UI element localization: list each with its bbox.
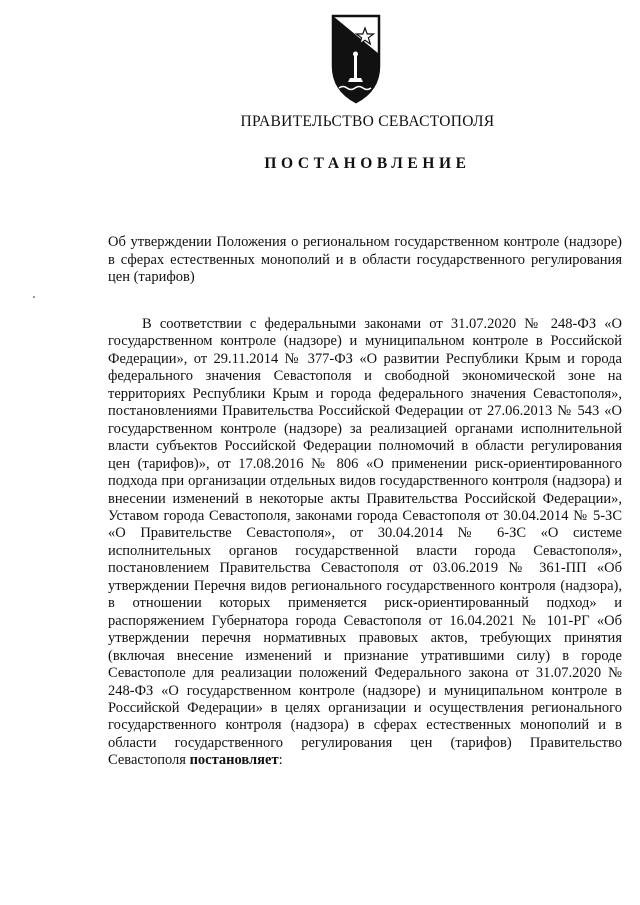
document-type: ПОСТАНОВЛЕНИЕ	[264, 155, 471, 172]
document-title: Об утверждении Положения о региональном государственном контроле (надзоре) в сферах естественных монополий и в области государственного регулирования цен (тарифов)	[108, 234, 622, 286]
government-name: ПРАВИТЕЛЬСТВО СЕВАСТОПОЛЯ	[240, 113, 495, 130]
scan-artifact-dot	[33, 296, 35, 298]
body-colon: :	[278, 752, 283, 769]
sevastopol-coat-of-arms-icon	[331, 14, 381, 104]
document-body	[108, 316, 622, 770]
decree-word: постановляет	[189, 752, 279, 769]
body-preamble: В соответствии с федеральными законами от 31.07.2020 № 248-ФЗ «О государственном контроле (надзоре) и муниципальном контроле в Российской Федерации», от 29.11.2014 № 377-ФЗ «О развитии Республики Крым и города федерального значения Севастополя и свободной экономической зоне на территориях Республики Крым и города федерального значения Севастополя», постановлениями Правительства Российской Федерации от 27.06.2013 № 543 «О государственном контроле (надзоре) за реализацией органами исполнительной власти субъектов Российской Федерации полномочий в области регулирования цен (тарифов)», от 17.08.2016 № 806 «О применении риск-ориентированного подхода при организации отдельных видов государственного контроля (надзора) и внесении изменений в некоторые акты Правительства Российской Федерации», Уставом города Севастополя, законами города Севастополя от 30.04.2014 № 5-ЗС «О Правительстве Севастополя», от 30.04.2014 № 6-ЗС «О системе исполнительных органов государственной власти города Севастополя», постановлением Правительства Севастополя от 03.06.2019 № 361-ПП «Об утверждении Перечня видов регионального государственного контроля (надзора), в отношении которых применяется риск-ориентированный подход» и распоряжением Губернатора города Севастополя от 16.04.2021 № 101-РГ «Об утверждении перечня нормативных правовых актов, требующих принятия (включая внесение изменений и признание утратившими силу) в городе Севастополе для реализации положений Федерального закона от 31.07.2020 № 248-ФЗ «О государственном контроле (надзоре) и муниципальном контроле в Российской Федерации» в целях организации и осуществления регионального государственного контроля (надзора) в сферах естественных монополий и в области государственного регулирования цен (тарифов) Правительство Севастополя	[108, 316, 622, 769]
